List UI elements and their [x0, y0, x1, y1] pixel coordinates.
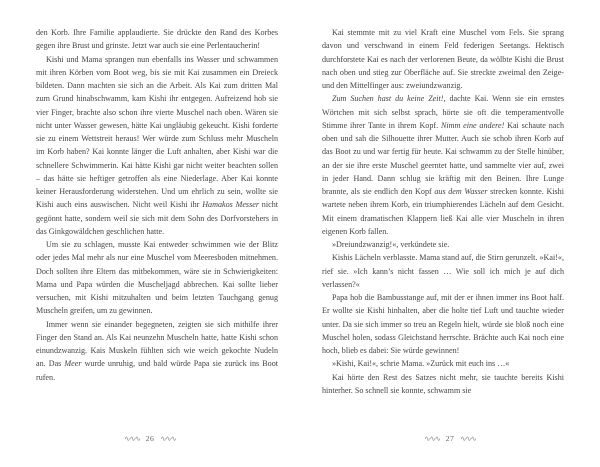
paragraph: »Kishi, Kai!«, schrie Mama. »Zurück mit euch ins …«: [332, 359, 510, 369]
paragraph: Papa hob die Bambusstange auf, mit der er ihnen immer ins Boot half. Er wollte sie Kishi hinhalten, aber die holte tief Luft und tauchte wieder unter. Da sie sich immer so treu an Regeln hielt, würde sie bloß noch eine Muschel holen, sodass Gleichstand herrschte. Brächte auch Kai noch eine hoch, blieb es dabei: Sie würde gewinnen!: [322, 293, 564, 355]
folio-ornament-left-icon: ∿∿∿: [124, 433, 140, 443]
emphasis-text: Zum Suchen hast du keine Zeit!: [332, 94, 444, 104]
paragraph: »Dreiundzwanzig!«, verkündete sie.: [332, 240, 450, 249]
folio-ornament-left-icon: ∿∿∿: [424, 433, 440, 443]
page-left-folio: [0, 434, 300, 444]
page-number: 27: [445, 434, 455, 443]
page-right-textblock: [322, 26, 564, 397]
emphasis-text: Nimm eine andere!: [440, 120, 505, 130]
folio-ornament-right-icon: ∿∿∿: [460, 433, 476, 443]
page-left-textblock: [36, 26, 278, 384]
paragraph: Zum Suchen hast du keine Zeit!, dachte Kai. Wenn sie ein ernstes Wörtchen mit sich selbst sprach, hörte sie oft die temperamentvolle Stimme ihrer Tante in ihrem Kopf. Nimm eine andere! Kai schaute nach oben und sah die Silhouette ihrer Mutter. Auch sie schob ihren Korb auf das Boot zu und war fertig für heute. Kai schwamm zu der Stelle hinüber, an der sie ihre erste Muschel geerntet hatte, und sammelte vier auf, zwei in jeder Hand. Dann schlug sie kräftig mit den Beinen. Ihre Lunge brannte, als sie endlich den Kopf aus dem Wasser strecken konnte. Kishi wartete neben ihrem Korb, ein triumphierendes Lächeln auf dem Gesicht. Mit einem dramatischen Klappern ließ Kai alle vier Muscheln in ihren eigenen Korb fallen.: [322, 94, 565, 236]
paragraph: Kai hörte den Rest des Satzes nicht mehr, sie tauchte bereits Kishi hinterher. So schnell sie konnte, schwamm sie: [322, 372, 564, 395]
paragraph: den Korb. Ihre Familie applaudierte. Sie drückte den Rand des Korbes gegen ihre Brust und grinste. Jetzt war auch sie eine Perlentaucherin!: [36, 28, 278, 51]
emphasis-text: Meer: [64, 359, 82, 369]
paragraph: Kishi und Mama sprangen nun ebenfalls ins Wasser und schwammen mit ihren Körben vom Boot weg, bis sie mit Kai zusammen ein Dreieck bildeten. Dann machten sie sich an die Arbeit. Als Kai zum dritten Mal zum Grund hinabschwamm, kam Kishi ihr entgegen. Aufreizend hob sie vier Finger, brachte also schon ihre vierte Muschel nach oben. Wären sie nicht unter Wasser gewesen, hätte Kai ungläubig gekeucht. Kishi forderte sie zu einem Wettstreit heraus! Wer würde zum Schluss mehr Muscheln im Korb haben? Kai konnte länger die Luft anhalten, aber Kishi war die schnellere Schwimmerin. Kai hätte Kishi gar nicht weiter beachten sollen – das hätte sie heftiger getroffen als eine Niederlage. Aber Kai konnte keiner Herausforderung widerstehen. Und um ehrlich zu sein, wollte sie Kishi auch eins auswischen. Nicht weil Kishi ihr Hamakos Messer nicht gegönnt hatte, sondern weil sie sich mit dem Sohn des Dorfvorstehers in das Ginkgowäldchen geschlichen hatte.: [36, 54, 278, 236]
paragraph: Immer wenn sie einander begegneten, zeigten sie sich mithilfe ihrer Finger den Stand an. Als Kai neunzehn Muscheln hatte, hatte Kishi schon einundzwanzig. Kais Muskeln fühlten sich wie weich gekochte Nudeln an. Das Meer wurde unruhig, und bald würde Papa sie zurück ins Boot rufen.: [36, 319, 278, 382]
emphasis-text: Hamakos Messer: [202, 200, 259, 210]
page-right-folio: [300, 434, 600, 444]
paragraph: Um sie zu schlagen, musste Kai entweder schwimmen wie der Blitz oder jedes Mal mehr als nur eine Muschel vom Meeresboden mitnehmen. Doch sollten ihre Eltern das mitbekommen, wäre sie in Schwierigkeiten: Mama und Papa würden die Muscheljagd abbrechen. Kai sollte lieber versuchen, mit Kishi mitzuhalten und beim letzten Tauchgang genug Muscheln greifen, um zu gewinnen.: [36, 240, 278, 316]
page-number: 26: [145, 434, 155, 443]
folio-ornament-right-icon: ∿∿∿: [160, 433, 176, 443]
paragraph: Kai stemmte mit zu viel Kraft eine Muschel vom Fels. Sie sprang davon und verschwand in einem Feld federigen Seetangs. Hektisch durchforstete Kai es nach der verlorenen Beute, da wölbte Kishi die Brust nach oben und stieg zur Oberfläche auf. Sie streckte zweimal den Zeige- und den Mittelfinger aus: zweiundzwanzig.: [322, 28, 564, 90]
page-right: [300, 0, 600, 467]
emphasis-text: aus dem Wasser: [434, 187, 488, 196]
paragraph: Kishis Lächeln verblasste. Mama stand auf, die Stirn gerunzelt. »Kai!«, rief sie. »Ich kann’s nicht fassen … Wie soll ich mich je auf dich verlassen?«: [322, 253, 564, 289]
